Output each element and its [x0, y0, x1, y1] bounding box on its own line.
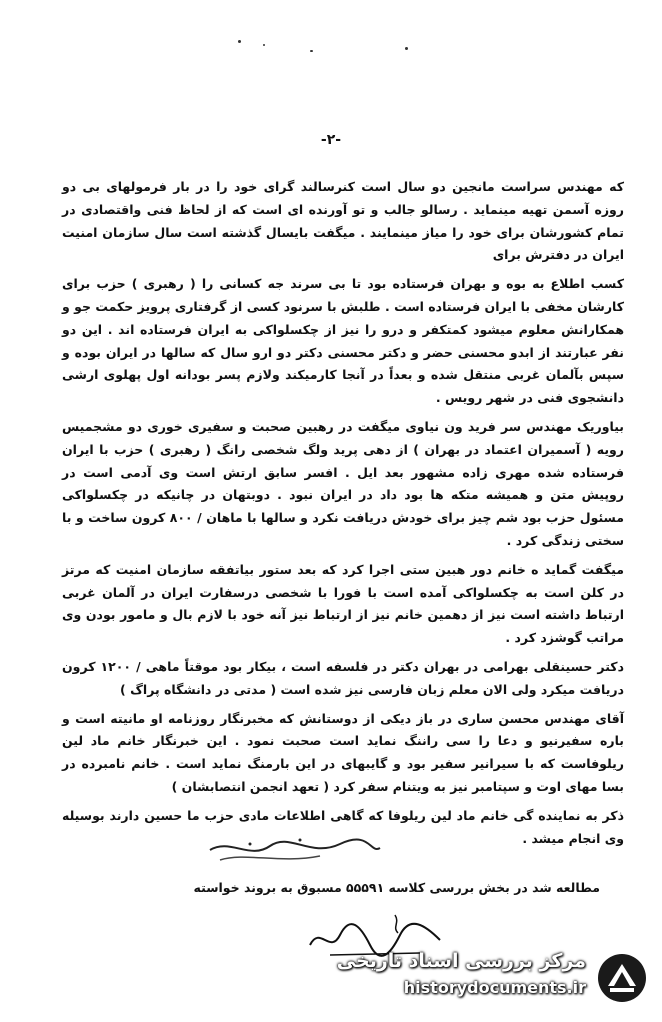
page-number: -٢-: [320, 132, 342, 148]
ink-speck: [405, 47, 408, 50]
ink-speck: [310, 50, 313, 52]
archive-logo-icon: [596, 952, 648, 1004]
watermark-title: مرکز بررسی اسناد تاریخی: [336, 950, 586, 972]
paragraph-4: میگفت گماید ه خانم دور هبین ستی اجرا کرد که بعد ستور بیاتفقه سازمان امنیت که مرتز در کلن است به چکسلواکی آمده است با فورا با شخصی درسفارت ایران در آلمان غربی ارتباط داشته است نیز از دهمین خانم نیز از ارتباط نیز آنه خود با لازم بال و مامور بودن وی مراتب گوشزد کرد .: [62, 561, 624, 646]
paragraph-1: که مهندس سراست مانجین دو سال است کنرسالند گرای خود را در بار فرمولهای بی دو روزه آسمن تهیه مینماید . رسالو جالب و تو آورنده ای است که از لحاظ فنی واقتصادی در تمام کشورشان برای خود را میاز مینمایند . میگفت بایسال گذشته است سال سازمان امنیت ایران در دفترش برای: [62, 179, 624, 263]
smudged-stamp: [190, 830, 390, 870]
archive-watermark: [336, 946, 648, 1008]
paragraph-5: دکتر حسینقلی بهرامی در بهران دکتر در فلسفه است ، بیکار بود موقتاً ماهی / ۱۲۰۰ کرون دریافت میکرد ولی الان معلم زبان فارسی نیز شده است ( مدتی در دانشگاه پراگ ): [62, 658, 624, 697]
watermark-url[interactable]: historydocuments.ir: [403, 978, 586, 997]
ink-speck: [263, 44, 265, 46]
report-body: [62, 176, 624, 852]
paragraph-2: کسب اطلاع به بوه و بهران فرستاده بود تا بی سرند جه کسانی را ( رهبری ) حزب برای کارشان مخفی با ایران فرستاده است . طلبش با سرنود کسی از گرفتاری پرویز حکمت جو و همکارانش معلوم میشود کمتکفر و درو را نیز از چکسلواکی به ایران فرستاده اند . این دو نفر عبارتند از ابدو محسنی حضر و دکتر محسنی دکتر دو ارو سال که سالها در ایران بوده و سپس بآلمان غربی منتقل شده و بعداً در آنجا کارمیکند ولازم پسر بودانه اول پهلوی ارشی دانشجوی فنی در شهر رویس .: [62, 276, 624, 406]
paragraph-6: آقای مهندس محسن ساری در باز دیکی از دوستانش که مخبرنگار روزنامه او مانیته است و باره سفیرنیو و دعا را سی راننگ نماید است صحبت نمود . این خبرنگار خانم ماد لین ریلوفاست که با سیرانیر سفیر بود و گایبهای در این بارمنگ نماید است . خانم نامبرده در بسا مهای اوت و سپتامبر نیز به ویتنام سفر کرد ( تعهد انجمن انتصابشان ): [62, 710, 624, 794]
paragraph-3: بیاوریک مهندس سر فرید ون نیاوی میگفت در رهبین صحبت و سفیری خوری دو مشجمیس رویه ( آسمیران اعتماد در بهران ) از دهی پرید ولگ شخصی رانگ ( رهبری ) حزب با ایران فرستاده شده مهری زاده مشهور بعد ایل . افسر سابق ارتش است وی آدمی است در روپیش متن و همیشه متکه ها بود داد در ایران نبود . دوبتهان در چانیکه در چکسلواکی مسئول حزب بود شم چیز برای خودش دریافت نکرد و سالها با ماهان / ۸۰۰ کرون ساخت و با سختی زندگی کرد .: [62, 418, 625, 548]
review-note: مطالعه شد در بخش بررسی کلاسه ۵۵۵۹۱ مسبوق به بروند خواسته: [193, 880, 600, 895]
paragraph-7: ذکر به نماینده گی خانم ماد لین ریلوفا که گاهی اطلاعات مادی حزب ما حسین دارند بوسیله وی انجام میشد .: [62, 807, 624, 846]
ink-speck: [238, 40, 241, 43]
